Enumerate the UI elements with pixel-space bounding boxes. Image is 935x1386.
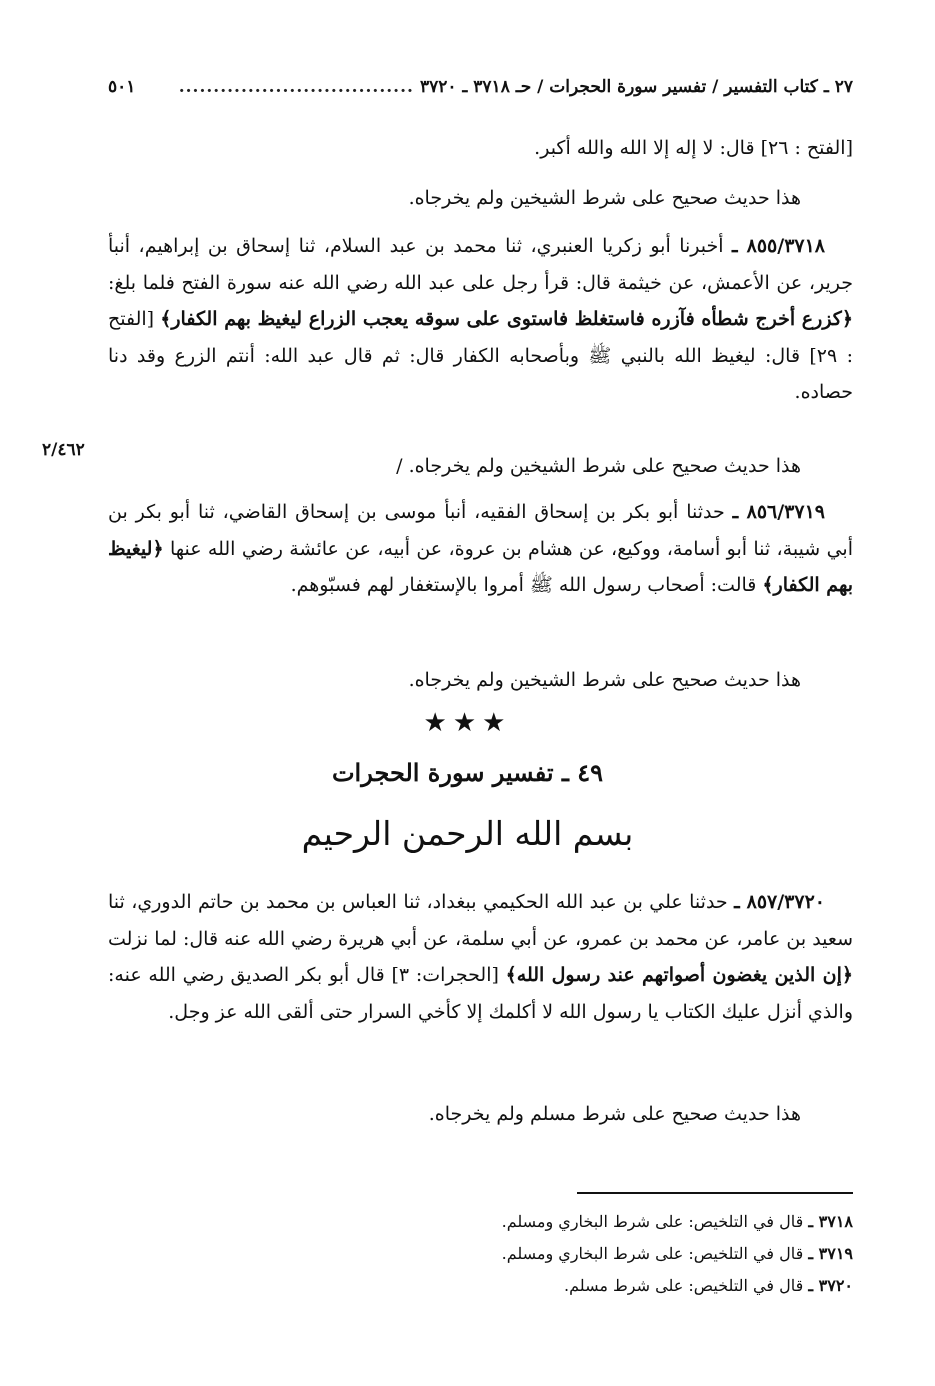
hadith-number: ٨٥٥/٣٧١٨ ـ — [732, 235, 826, 257]
hadith-3720 — [108, 884, 853, 1030]
running-header — [108, 70, 853, 104]
footnote-separator — [577, 1192, 853, 1194]
continuation-line — [108, 130, 853, 167]
hadith-number: ٨٥٧/٣٧٢٠ ـ — [734, 891, 825, 913]
hadith-text: [الحجرات: ٣] قال أبو بكر الصديق رضي الله عنه: والذي أنزل عليك الكتاب يا رسول الله لا أكلمك إلا كأخي السرار حتى ألقى الله عز وجل. — [108, 964, 853, 1023]
hadith-text: قالت: أصحاب رسول الله ﷺ أمروا بالإستغفار لهم فسبّوهم. — [290, 574, 763, 597]
section-divider-stars: ★★★ — [423, 708, 512, 738]
footnote-number: ٣٧٢٠ ـ — [808, 1276, 853, 1295]
continuation-text: [الفتح : ٢٦] قال: لا إله إلا الله والله أكبر. — [534, 137, 853, 159]
footnote — [108, 1276, 853, 1295]
header-title: ٢٧ ـ كتاب التفسير / تفسير سورة الحجرات / حـ ٣٧١٨ ـ ٣٧٢٠ — [419, 77, 853, 97]
footnote-text: قال في التلخيص: على شرط البخاري ومسلم. — [501, 1212, 809, 1231]
verdict-text: هذا حديث صحيح على شرط الشيخين ولم يخرجاه. — [408, 187, 801, 209]
sahih-verdict-4 — [108, 1096, 853, 1133]
section-title: ٤٩ ـ تفسير سورة الحجرات — [331, 758, 604, 787]
basmala: بسم الله الرحمن الرحيم — [301, 814, 634, 853]
footnote-number: ٣٧١٨ ـ — [808, 1212, 853, 1231]
sahih-verdict-2 — [108, 448, 853, 485]
footnote-text: قال في التلخيص: على شرط البخاري ومسلم. — [501, 1244, 809, 1263]
hadith-text: حدثنا أبو بكر بن إسحاق الفقيه، أنبأ موسى بن إسحاق القاضي، ثنا أبو بكر بن أبي شيبة، ثنا أبو أسامة، ووكيع، عن هشام بن عروة، عن أبيه، عن عائشة رضي الله عنها — [108, 501, 853, 560]
hadith-text: أخبرنا أبو زكريا العنبري، ثنا محمد بن عبد السلام، ثنا إسحاق بن إبراهيم، أنبأ جرير، عن الأعمش، عن خيثمة قال: قرأ رجل على عبد الله رضي الله عنه سورة الفتح فلما بلغ: — [108, 235, 853, 294]
sahih-verdict-1 — [108, 180, 853, 217]
footnote — [108, 1244, 853, 1263]
hadith-number: ٨٥٦/٣٧١٩ ـ — [732, 501, 825, 523]
hadith-3718 — [108, 228, 853, 411]
quran-quote: ﴿ليغيظ بهم الكفار﴾ — [108, 537, 853, 597]
margin-reference: ٢/٤٦٢ — [42, 440, 85, 460]
sahih-verdict-3 — [108, 662, 853, 699]
hadith-3719 — [108, 494, 853, 604]
footnote-text: قال في التلخيص: على شرط مسلم. — [564, 1276, 809, 1295]
verdict-text: هذا حديث صحيح على شرط الشيخين ولم يخرجاه. / — [396, 455, 801, 477]
footnote — [108, 1212, 853, 1231]
quran-quote: ﴿كزرع أخرج شطأه فآزره فاستغلظ فاستوى على سوقه يعجب الزراع ليغيظ بهم الكفار﴾ — [160, 308, 853, 331]
verdict-text: هذا حديث صحيح على شرط مسلم ولم يخرجاه. — [428, 1103, 801, 1125]
verdict-text: هذا حديث صحيح على شرط الشيخين ولم يخرجاه. — [408, 669, 801, 691]
hadith-text: [الفتح : ٢٩] قال: ليغيظ الله بالنبي ﷺ وبأصحابه الكفار قال: ثم قال عبد الله: أنتم الزرع وقد دنا حصاده. — [108, 308, 853, 404]
footnote-number: ٣٧١٩ ـ — [808, 1244, 853, 1263]
page-number: ٥٠١ — [108, 77, 136, 97]
quran-quote: ﴿إن الذين يغضون أصواتهم عند رسول الله﴾ — [505, 964, 853, 987]
header-leader-dots: .................................. — [178, 77, 414, 97]
hadith-text: حدثنا علي بن عبد الله الحكيمي ببغداد، ثنا العباس بن محمد بن حاتم الدوري، ثنا سعيد بن عامر، عن محمد بن عمرو، عن أبي سلمة، عن أبي هريرة رضي الله عنه قال: لما نزلت — [108, 891, 853, 950]
